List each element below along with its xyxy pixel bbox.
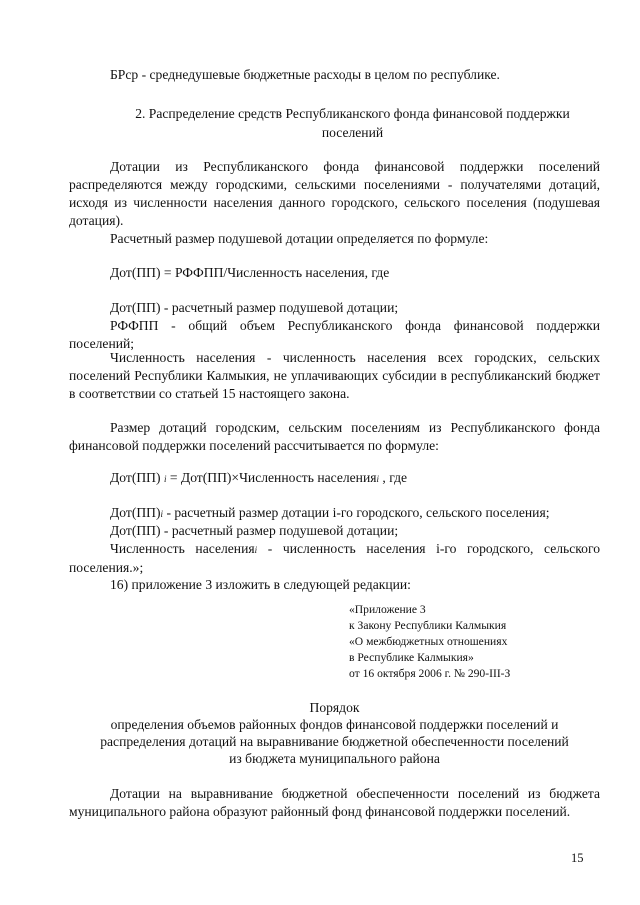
subscript-i-3: i: [160, 509, 164, 519]
def-population-i-text: - численность населения i-го городского, сельского поселения.»;: [69, 541, 600, 575]
paragraph-dotations: Дотации из Республиканского фонда финансовой поддержки поселений распределяются между городскими, сельскими поселениями - получателями дотаций, исходя из численности населения данного городского, сельского поселения (подушевая дотация).: [69, 159, 600, 228]
order-title: Порядок: [309, 700, 360, 715]
item-16: 16) приложение 3 изложить в следующей редакции:: [110, 577, 411, 592]
formula-part-1: Дот(ПП): [110, 470, 161, 485]
appendix-line-4: в Республике Калмыкия»: [349, 651, 474, 664]
subscript-i-4: i: [254, 545, 258, 555]
formula-per-capita: Дот(ПП) = РФФПП/Численность населения, где: [110, 265, 390, 280]
paragraph-district-fund: Дотации на выравнивание бюджетной обеспеченности поселений из бюджета муниципального района образуют районный фонд финансовой поддержки поселений.: [69, 786, 600, 819]
order-subtitle-line2: распределения дотаций на выравнивание бюджетной обеспеченности поселений: [100, 734, 569, 749]
def-population-i-term: Численность населения: [110, 541, 255, 556]
formula-i-th-dotation: [110, 469, 600, 488]
order-subtitle-line1: определения объемов районных фондов финансовой поддержки поселений и: [110, 717, 559, 732]
subscript-i-2: i: [376, 474, 379, 484]
def-dot-pp: Дот(ПП) - расчетный размер подушевой дотации;: [110, 300, 399, 315]
def-rffpp: РФФПП - общий объем Республиканского фонда финансовой поддержки поселений;: [69, 318, 600, 351]
formula-part-3: , где: [379, 470, 408, 485]
appendix-line-1: «Приложение 3: [349, 603, 426, 616]
def-dot-pp-i: [110, 504, 600, 523]
def-population: Численность населения - численность населения всех городских, сельских поселений Республики Калмыкия, не уплачивающих субсидии в республиканский бюджет в соответствии со статьей 15 настоящего закона.: [69, 350, 600, 401]
def-dot-pp-i-term: Дот(ПП): [110, 505, 161, 520]
brsr-definition: БРср - среднедушевые бюджетные расходы в целом по республике.: [110, 67, 500, 82]
appendix-line-3: «О межбюджетных отношениях: [349, 635, 508, 648]
def-population-i: [69, 540, 600, 577]
def-dot-pp-i-text: - расчетный размер дотации i-го городского, сельского поселения;: [163, 505, 550, 520]
appendix-line-5: от 16 октября 2006 г. № 290-III-З: [349, 667, 511, 680]
formula-part-2: = Дот(ПП)×Численность населения: [166, 470, 377, 485]
subscript-i: i: [163, 474, 167, 484]
paragraph-size-of-dotations: Размер дотаций городским, сельским поселениям из Республиканского фонда финансовой поддержки поселений рассчитывается по формуле:: [69, 420, 600, 453]
paragraph-formula-intro: Расчетный размер подушевой дотации определяется по формуле:: [110, 231, 489, 246]
page-number: 15: [571, 851, 584, 865]
def-dot-pp-2: Дот(ПП) - расчетный размер подушевой дотации;: [110, 523, 399, 538]
section-2-heading-line2: поселений: [321, 125, 384, 140]
appendix-line-2: к Закону Республики Калмыкия: [349, 619, 507, 632]
section-2-heading-line1: 2. Распределение средств Республиканского фонда финансовой поддержки: [135, 106, 570, 121]
order-subtitle-line3: из бюджета муниципального района: [229, 751, 440, 766]
